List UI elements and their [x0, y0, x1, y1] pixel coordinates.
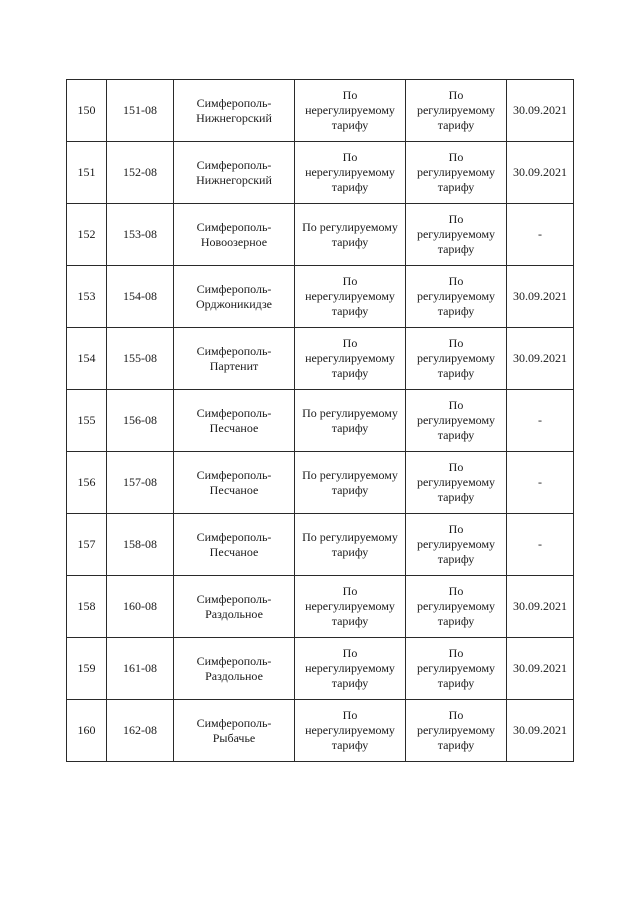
route-name-cell-text: Симферополь- Песчаное: [196, 405, 272, 435]
table-row: [67, 514, 574, 576]
row-number-cell-text: 153: [77, 289, 96, 303]
planned-tariff-cell: [406, 576, 507, 638]
row-number-cell: [67, 700, 107, 762]
change-date-cell-text: -: [538, 475, 542, 489]
table-row: [67, 638, 574, 700]
route-name-cell-text: Симферополь- Песчаное: [196, 467, 272, 497]
route-name-cell: [174, 328, 295, 390]
planned-tariff-cell-text: По регулируемому тарифу: [416, 460, 496, 504]
table-row: [67, 266, 574, 328]
planned-tariff-cell-text: По регулируемому тарифу: [416, 584, 496, 628]
current-tariff-cell: [295, 576, 406, 638]
route-name-cell: [174, 700, 295, 762]
route-code-cell: [107, 328, 174, 390]
current-tariff-cell: [295, 142, 406, 204]
planned-tariff-cell: [406, 142, 507, 204]
row-number-cell-text: 160: [77, 723, 96, 737]
current-tariff-cell-text: По нерегулируемому тарифу: [305, 646, 395, 690]
planned-tariff-cell-text: По регулируемому тарифу: [416, 88, 496, 132]
table-row: [67, 700, 574, 762]
change-date-cell: [507, 452, 574, 514]
route-code-cell-text: 151-08: [123, 103, 157, 117]
row-number-cell: [67, 142, 107, 204]
row-number-cell-text: 156: [77, 475, 96, 489]
row-number-cell-text: 158: [77, 599, 96, 613]
current-tariff-cell: [295, 266, 406, 328]
table-row: [67, 204, 574, 266]
change-date-cell: [507, 80, 574, 142]
change-date-cell: [507, 514, 574, 576]
route-name-cell: [174, 576, 295, 638]
route-code-cell-text: 156-08: [123, 413, 157, 427]
route-name-cell-text: Симферополь- Орджоникидзе: [195, 281, 273, 311]
planned-tariff-cell: [406, 638, 507, 700]
route-code-cell-text: 152-08: [123, 165, 157, 179]
planned-tariff-cell-text: По регулируемому тарифу: [416, 274, 496, 318]
current-tariff-cell-text: По регулируемому тарифу: [302, 467, 398, 497]
change-date-cell: [507, 328, 574, 390]
route-code-cell: [107, 80, 174, 142]
route-name-cell-text: Симферополь- Партенит: [196, 343, 272, 373]
change-date-cell: [507, 576, 574, 638]
change-date-cell-text: 30.09.2021: [513, 599, 567, 613]
route-name-cell: [174, 266, 295, 328]
planned-tariff-cell: [406, 328, 507, 390]
row-number-cell: [67, 80, 107, 142]
change-date-cell-text: -: [538, 537, 542, 551]
table-row: [67, 452, 574, 514]
change-date-cell-text: 30.09.2021: [513, 661, 567, 675]
row-number-cell-text: 152: [77, 227, 96, 241]
row-number-cell: [67, 638, 107, 700]
route-code-cell: [107, 266, 174, 328]
route-name-cell: [174, 452, 295, 514]
route-code-cell-text: 157-08: [123, 475, 157, 489]
route-name-cell-text: Симферополь- Песчаное: [196, 529, 272, 559]
route-code-cell-text: 161-08: [123, 661, 157, 675]
route-name-cell-text: Симферополь- Раздольное: [196, 591, 272, 621]
planned-tariff-cell-text: По регулируемому тарифу: [416, 646, 496, 690]
route-name-cell: [174, 390, 295, 452]
planned-tariff-cell-text: По регулируемому тарифу: [416, 212, 496, 256]
table-row: [67, 80, 574, 142]
row-number-cell: [67, 514, 107, 576]
route-name-cell-text: Симферополь- Нижнегорский: [196, 95, 272, 125]
change-date-cell-text: 30.09.2021: [513, 289, 567, 303]
row-number-cell: [67, 452, 107, 514]
route-code-cell: [107, 204, 174, 266]
current-tariff-cell: [295, 638, 406, 700]
route-code-cell-text: 158-08: [123, 537, 157, 551]
planned-tariff-cell: [406, 700, 507, 762]
route-code-cell: [107, 390, 174, 452]
current-tariff-cell: [295, 700, 406, 762]
planned-tariff-cell: [406, 204, 507, 266]
planned-tariff-cell-text: По регулируемому тарифу: [416, 522, 496, 566]
route-name-cell-text: Симферополь- Нижнегорский: [196, 157, 272, 187]
change-date-cell: [507, 638, 574, 700]
planned-tariff-cell-text: По регулируемому тарифу: [416, 336, 496, 380]
route-name-cell: [174, 142, 295, 204]
route-name-cell-text: Симферополь- Раздольное: [196, 653, 272, 683]
current-tariff-cell-text: По нерегулируемому тарифу: [305, 336, 395, 380]
route-code-cell: [107, 700, 174, 762]
row-number-cell: [67, 204, 107, 266]
route-code-cell: [107, 142, 174, 204]
row-number-cell-text: 157: [77, 537, 96, 551]
planned-tariff-cell: [406, 452, 507, 514]
current-tariff-cell-text: По нерегулируемому тарифу: [305, 88, 395, 132]
routes-table: [66, 79, 574, 762]
route-name-cell-text: Симферополь- Рыбачье: [196, 715, 272, 745]
planned-tariff-cell: [406, 266, 507, 328]
row-number-cell-text: 155: [77, 413, 96, 427]
current-tariff-cell: [295, 390, 406, 452]
change-date-cell-text: 30.09.2021: [513, 351, 567, 365]
row-number-cell: [67, 576, 107, 638]
route-code-cell-text: 162-08: [123, 723, 157, 737]
change-date-cell: [507, 204, 574, 266]
route-code-cell-text: 154-08: [123, 289, 157, 303]
route-name-cell: [174, 80, 295, 142]
route-code-cell: [107, 638, 174, 700]
row-number-cell-text: 151: [77, 165, 96, 179]
table-row: [67, 576, 574, 638]
current-tariff-cell-text: По регулируемому тарифу: [302, 529, 398, 559]
row-number-cell-text: 159: [77, 661, 96, 675]
current-tariff-cell-text: По регулируемому тарифу: [302, 405, 398, 435]
current-tariff-cell: [295, 80, 406, 142]
route-name-cell: [174, 204, 295, 266]
change-date-cell: [507, 390, 574, 452]
route-name-cell: [174, 514, 295, 576]
current-tariff-cell: [295, 204, 406, 266]
row-number-cell-text: 154: [77, 351, 96, 365]
planned-tariff-cell: [406, 80, 507, 142]
change-date-cell-text: -: [538, 227, 542, 241]
route-code-cell: [107, 452, 174, 514]
current-tariff-cell-text: По нерегулируемому тарифу: [305, 274, 395, 318]
row-number-cell: [67, 266, 107, 328]
planned-tariff-cell: [406, 390, 507, 452]
row-number-cell-text: 150: [77, 103, 96, 117]
route-code-cell-text: 155-08: [123, 351, 157, 365]
table-row: [67, 390, 574, 452]
current-tariff-cell: [295, 514, 406, 576]
planned-tariff-cell-text: По регулируемому тарифу: [416, 708, 496, 752]
change-date-cell-text: 30.09.2021: [513, 165, 567, 179]
change-date-cell-text: 30.09.2021: [513, 103, 567, 117]
route-code-cell-text: 160-08: [123, 599, 157, 613]
planned-tariff-cell-text: По регулируемому тарифу: [416, 398, 496, 442]
current-tariff-cell-text: По нерегулируемому тарифу: [305, 150, 395, 194]
table-row: [67, 328, 574, 390]
change-date-cell-text: -: [538, 413, 542, 427]
current-tariff-cell: [295, 452, 406, 514]
route-name-cell-text: Симферополь- Новоозерное: [196, 219, 272, 249]
routes-table-body: [67, 80, 574, 762]
route-code-cell: [107, 576, 174, 638]
current-tariff-cell: [295, 328, 406, 390]
route-name-cell: [174, 638, 295, 700]
current-tariff-cell-text: По нерегулируемому тарифу: [305, 708, 395, 752]
change-date-cell: [507, 142, 574, 204]
row-number-cell: [67, 328, 107, 390]
planned-tariff-cell-text: По регулируемому тарифу: [416, 150, 496, 194]
planned-tariff-cell: [406, 514, 507, 576]
route-code-cell: [107, 514, 174, 576]
change-date-cell-text: 30.09.2021: [513, 723, 567, 737]
current-tariff-cell-text: По нерегулируемому тарифу: [305, 584, 395, 628]
current-tariff-cell-text: По регулируемому тарифу: [302, 219, 398, 249]
change-date-cell: [507, 266, 574, 328]
row-number-cell: [67, 390, 107, 452]
route-code-cell-text: 153-08: [123, 227, 157, 241]
change-date-cell: [507, 700, 574, 762]
table-row: [67, 142, 574, 204]
